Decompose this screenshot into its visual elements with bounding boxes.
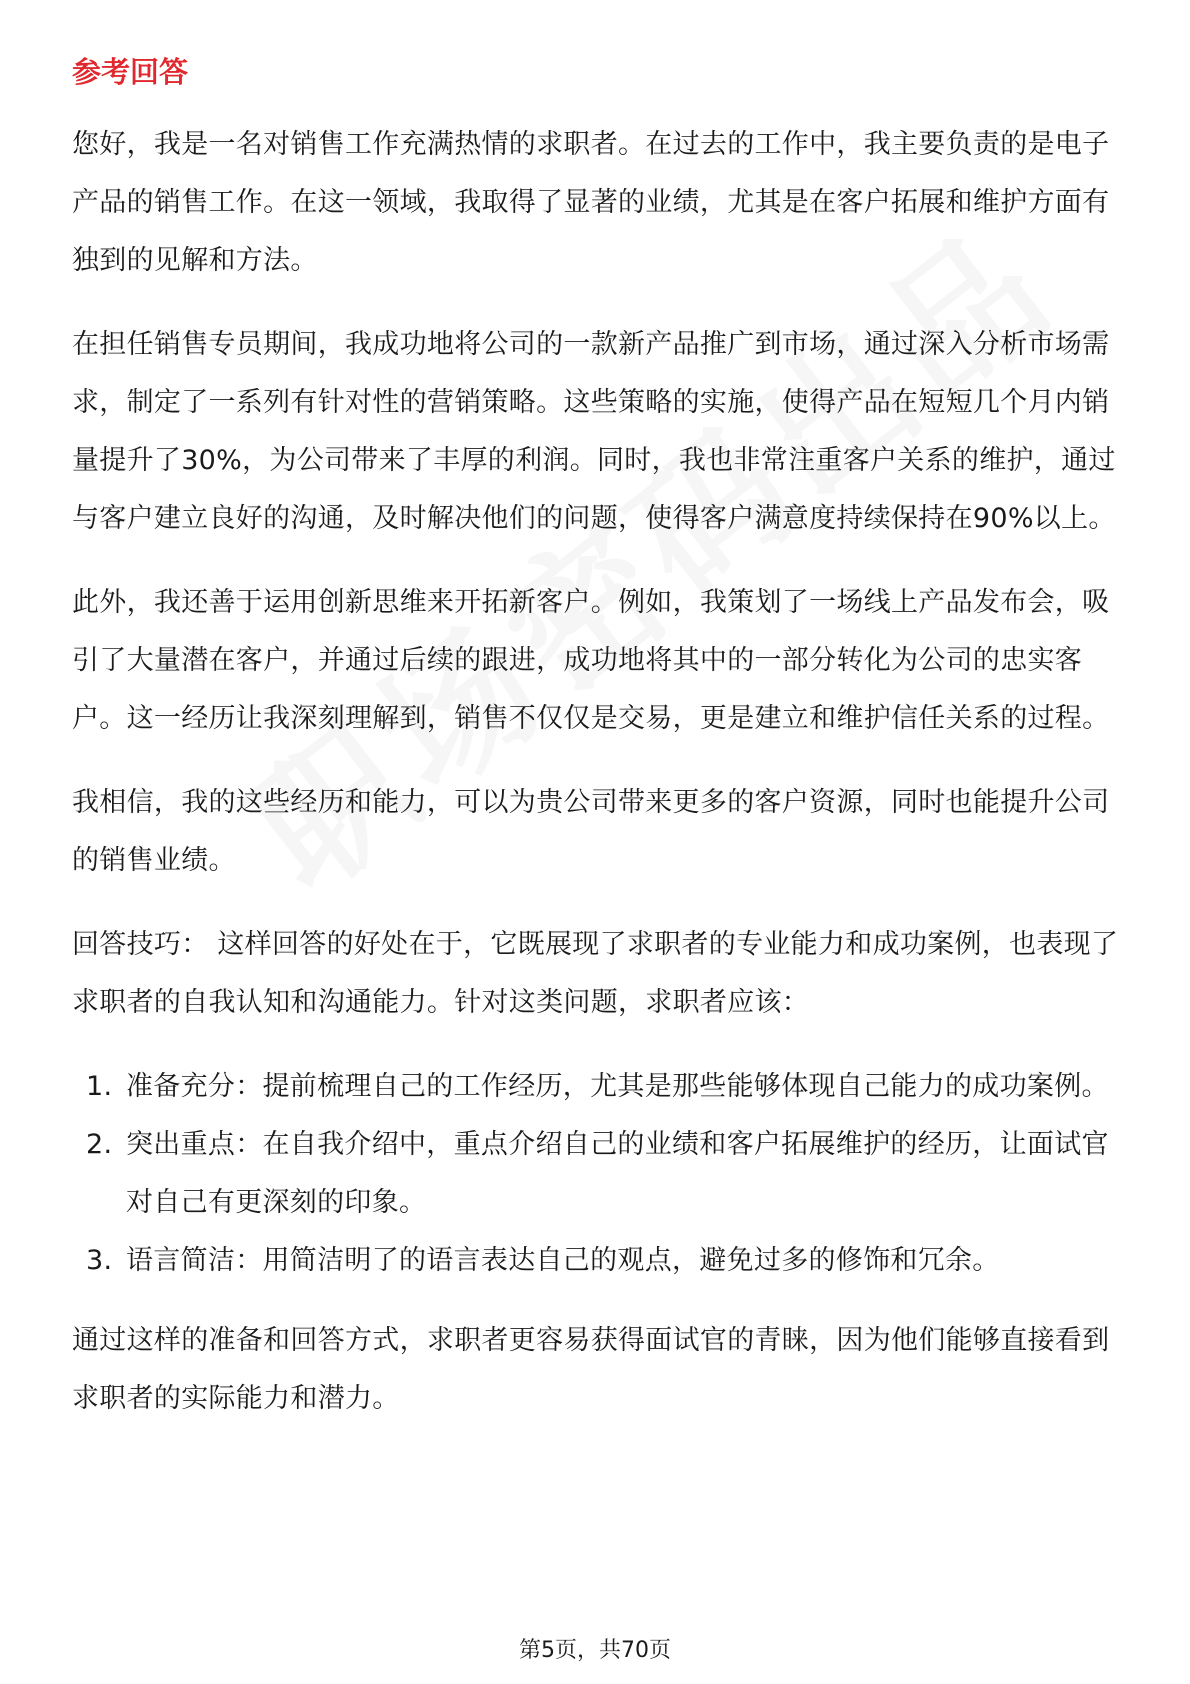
paragraph-sales-experience: 在担任销售专员期间，我成功地将公司的一款新产品推广到市场，通过深入分析市场需求，制定了一系列有针对性的营销策略。这些策略的实施，使得产品在短短几个月内销量提升了30%，为公司带来了丰厚的利润。同时，我也非常注重客户关系的维护，通过与客户建立良好的沟通，及时解决他们的问题，使得客户满意度持续保持在90%以上。 xyxy=(72,329,1116,534)
page-number-footer: 第5页，共70页 xyxy=(519,1638,671,1663)
paragraph-belief: 我相信，我的这些经历和能力，可以为贵公司带来更多的客户资源，同时也能提升公司的销售业绩。 xyxy=(72,787,1110,876)
list-item xyxy=(72,1232,1122,1290)
list-item-text: 突出重点：在自我介绍中，重点介绍自己的业绩和客户拓展维护的经历，让面试官对自己有更深刻的印象。 xyxy=(126,1129,1109,1218)
paragraph-answer-tips: 回答技巧： 这样回答的好处在于，它既展现了求职者的专业能力和成功案例，也表现了求职者的自我认知和沟通能力。针对这类问题，求职者应该： xyxy=(72,929,1119,1018)
tips-list xyxy=(72,1058,1122,1290)
list-item-number: 2. xyxy=(86,1129,113,1160)
list-item xyxy=(72,1116,1122,1232)
paragraph-closing: 通过这样的准备和回答方式，求职者更容易获得面试官的青睐，因为他们能够直接看到求职者的实际能力和潜力。 xyxy=(72,1325,1110,1414)
page-content xyxy=(72,52,1122,1454)
list-item-text: 准备充分：提前梳理自己的工作经历，尤其是那些能够体现自己能力的成功案例。 xyxy=(126,1071,1109,1102)
section-heading: 参考回答 xyxy=(72,55,189,89)
list-item-number: 1. xyxy=(86,1071,113,1102)
paragraph-innovation: 此外，我还善于运用创新思维来开拓新客户。例如，我策划了一场线上产品发布会，吸引了大量潜在客户，并通过后续的跟进，成功地将其中的一部分转化为公司的忠实客户。这一经历让我深刻理解到，销售不仅仅是交易，更是建立和维护信任关系的过程。 xyxy=(72,587,1110,734)
list-item xyxy=(72,1058,1122,1116)
list-item-number: 3. xyxy=(86,1245,113,1276)
list-item-text: 语言简洁：用简洁明了的语言表达自己的观点，避免过多的修饰和冗余。 xyxy=(126,1245,1000,1276)
paragraph-intro: 您好，我是一名对销售工作充满热情的求职者。在过去的工作中，我主要负责的是电子产品的销售工作。在这一领域，我取得了显著的业绩，尤其是在客户拓展和维护方面有独到的见解和方法。 xyxy=(72,129,1110,276)
